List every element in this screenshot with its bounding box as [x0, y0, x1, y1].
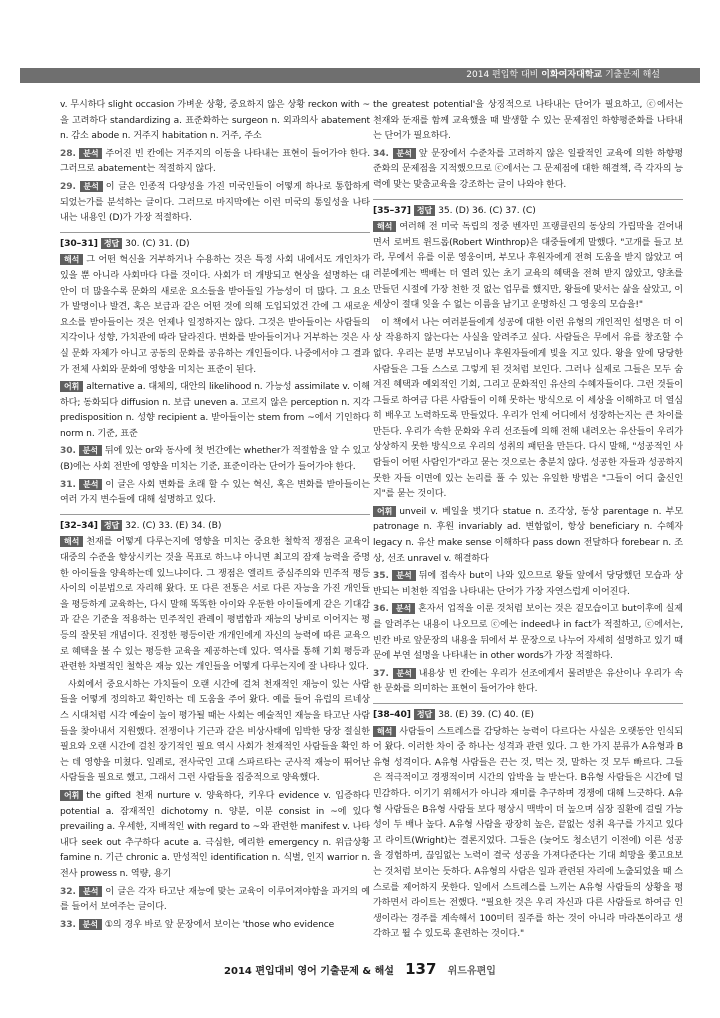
question-number: 32. — [60, 886, 76, 897]
paragraph-text: 뒤에 접속사 but이 나와 있으므로 왕들 앞에서 당당했던 모습과 상반되는 비천한 직업을 나타내는 단어가 가장 자연스럽게 이어진다. — [373, 571, 683, 597]
paragraph-text: 뒤에 있는 or와 동사에 첫 번간에는 whether가 적절함을 알 수 있고 (B)에는 사회 전반에 영향을 미치는 기준, 표준이라는 단어가 들어가야 한다. — [60, 446, 370, 473]
page-number: 137 — [405, 960, 437, 978]
commentary-paragraph — [60, 885, 370, 916]
section-tag: 어휘 — [60, 790, 83, 801]
section-tag: 해석 — [60, 536, 83, 547]
answer-key: 32. (C) 33. (E) 34. (B) — [125, 519, 222, 531]
answer-key: 38. (E) 39. (C) 40. (E) — [438, 708, 534, 720]
section-answer-header — [373, 703, 683, 723]
body-paragraph: the greatest potential'을 상징적으로 나타내는 단어가 필요하고, ⓒ에서는 천재와 둔재를 함께 교육했을 때 발생할 수 있는 문제점인 하향평준화를 나타내는 단어가 필요하다. — [373, 100, 683, 142]
commentary-paragraph — [60, 478, 370, 509]
question-range: [35–37] — [373, 204, 411, 216]
section-tag: 분석 — [79, 919, 102, 930]
section-tag: 해석 — [373, 221, 396, 232]
section-tag: 어휘 — [60, 381, 83, 392]
page-footer — [0, 960, 720, 978]
paragraph-text: 천재를 어떻게 다루는지에 영향을 미치는 중요한 철학적 쟁점은 교육이 대중의 수준을 향상시키는 것을 목표로 하느냐 아니면 최고의 잠재 능력을 증명한 아이들을 양육하는데 있느냐이다. 그 쟁점은 엘리트 중심주의와 민주적 평등 사이의 이분법으로 자리해 왔다. 또 다른 전통은 서로 다른 자능을 가진 개인들을 평등하게 교육하는, 다시 말해 똑똑한 아이와 우둔한 아이들에게 같은 기대감과 같은 기준을 적용하는 민주적인 관례이 평범함과 재능의 낭비로 이어지는 평등의 잘못된 개념이다. 진정한 평등이란 개개인에게 자신의 능력에 따른 교육으로 혜택을 볼 수 있는 평등한 교육을 제공하는데 있다. 역사를 통해 기회 평등과 관련한 차별적인 철학은 재능 있는 개인들을 어떻게 다루는지에 잘 나타나 있다. — [60, 537, 370, 673]
commentary-paragraph — [373, 505, 683, 567]
commentary-paragraph — [60, 253, 370, 378]
left-column — [60, 96, 370, 933]
footer-publisher: 위드유편입 — [447, 966, 496, 977]
section-tag: 분석 — [79, 445, 102, 456]
body-paragraph: 사회에서 중요시하는 가치들이 오랜 시간에 걸쳐 천재적인 재능이 있는 사람들을 어떻게 정의하고 확인하는 데 도움을 주어 왔다. 예를 들어 유럽의 르네상스 시대처럼 시각 예술이 높이 평가될 때는 사회는 예술적인 재능을 타고난 사람들을 찾아내서 지원했다. 전쟁이나 기근과 같은 비상사태에 임박한 당장 절실한 필요와 오랜 시간에 걸친 장기적인 필요 역시 사회가 천재적인 사람들을 확인 하는 데 영향을 미쳤다. 일례로, 전사국인 고대 스파르타는 군사적 재능이 뛰어난 사람들을 필요로 했고, 그래서 그런 사람들을 집중적으로 양육했다. — [60, 679, 370, 784]
header-post: 기출문제 해설 — [602, 70, 660, 80]
paragraph-text: unveil v. 베일을 벗기다 statue n. 조각상, 동상 parentage n. 부모 patronage n. 후원 invariably ad. 변함없이, 항상 beneficiary n. 수혜자 legacy n. 유산 make sense 이해하다 pass down 전달하다 forebear n. 조상, 선조 unravel v. 해결하다 — [373, 506, 683, 564]
paragraph-text: alternative a. 대체의, 대안의 likelihood n. 가능성 assimilate v. 이해하다; 동화되다 diffusion n. 보급 uneven a. 고르지 않은 perception n. 지각 predisposition n. 성향 recipient a. 받아들이는 stem from ~에서 기인하다 norm n. 기준, 표준 — [60, 382, 370, 439]
answer-label: 정답 — [101, 520, 122, 531]
section-tag: 분석 — [79, 479, 102, 490]
commentary-paragraph — [60, 444, 370, 475]
question-number: 34. — [373, 148, 389, 159]
body-paragraph: 이 책에서 나는 여러분들에게 성공에 대한 이런 유형의 개인적인 설명은 더 이상 작용하지 않는다는 사실을 알려주고 싶다. 사람들은 무에서 유를 창조할 수 없다. 우리는 분명 부모님이나 후원자들에게 빚을 지고 있다. 왕을 앞에 당당한 사람들은 그들 스스로 그렇게 된 것처럼 보인다. 그러나 실제로 그들은 모두 숨겨진 혜택과 예외적인 기회, 그리고 문화적인 유산의 수혜자들이다. 그런 것들이 그들로 하여금 다른 사람들이 이해 못하는 방식으로 이 세상을 이해하고 더 열심히 배우고 노력하도록 만들었다. 우리가 언제 어디에서 성장하는지는 큰 차이를 만든다. 우리가 속한 문화와 우리 선조들에 의해 전해 내려오는 유산들이 우리가 상상하지 못한 방식으로 우리의 성취의 패턴을 만든다. 다시 말해, "성공적인 사람들이 어떤 사람인가"라고 묻는 것으로는 충분치 않다. 성공한 자들과 성공하지 못한 자들 이면에 있는 논리를 풀 수 있는 유일한 방법은 "그들이 어디 출신인지"를 묻는 것이다. — [373, 317, 683, 500]
paragraph-text: 여러해 전 미국 독립의 정중 벤자민 프랭클린의 동상의 가립막을 걷어내면서 로버트 윈드롭(Robert Winthrop)은 대중들에게 말했다. "고개를 들고 보라, 무에서 유를 이룬 영웅이며, 부모나 후원자에게 전혀 도움을 받지 않았고 여러분에게는 백배는 더 열려 있는 초기 교육의 혜택을 전혀 받지 않았고, 양초를 만들던 시절에 가장 천한 것 없는 업무를 했지만, 왕들에 맞서는 삶을 살았고, 이 세상이 절대 잊을 수 없는 이름을 남기고 운명하신 그 영웅의 모습을!" — [373, 222, 683, 311]
section-tag: 해석 — [373, 726, 396, 737]
commentary-paragraph — [60, 918, 370, 934]
answer-label: 정답 — [414, 205, 435, 216]
commentary-paragraph — [373, 569, 683, 600]
header-school: 이화여자대학교 — [541, 70, 603, 80]
commentary-paragraph — [373, 667, 683, 698]
answer-label: 정답 — [414, 709, 435, 720]
section-tag: 분석 — [392, 570, 415, 581]
body-paragraph: v. 무시하다 slight occasion 가벼운 상황, 중요하지 않은 상황 reckon with ~을 고려하다 standardizing a. 표준화하는 surgeon n. 외과의사 abatement n. 감소 abode n. 거주지 habitation n. 거주, 주소 — [60, 100, 370, 142]
paragraph-text: 앞 문장에서 수준차를 고려하지 않은 일괄적인 교육에 의한 하향평준화의 문제점을 지적했으므로 ⓒ에서는 그 문제점에 대한 해결책, 즉 각자의 능력에 맞는 맞춤교육을 강조하는 글이 나와야 한다. — [373, 148, 683, 190]
section-answer-header — [373, 199, 683, 219]
paragraph-text: ①의 경우 바로 앞 문장에서 보이는 'those who evidence — [104, 919, 335, 930]
paragraph-text: 사람들이 스트레스를 감당하는 능력이 다르다는 사실은 오랫동안 인식되어 왔다. 이러한 차이 중 하나는 성격과 관련 있다. 그 한 가지 분류가 A유형과 B유형 성격이다. A유형 사람들은 끈는 것, 먹는 것, 말하는 것 모두 빠르다. 그들은 적극적이고 경쟁적이며 시간의 압박을 늘 받는다. B유형 사람들은 시간에 덜 민감하다. 이기기 위해서가 아니라 재미를 추구하며 경쟁에 대해 느긋하다. A유형 사람들은 B유형 사람들 보다 평상시 맥박이 더 높으며 심장 질환에 걸릴 가능성이 두 배나 높다. A유형 사람을 광장히 높은, 끝없는 성취 욕구를 가지고 있다고 라이트(Wright)는 결론지었다. 그들은 (늦어도 청소년기 이전에) 이른 성공을 경험하며, 끊임없는 노력이 결국 성공을 가져다준다는 기대 희망을 쫓고요보는 것처럼 보이는 듯하다. A유형의 사람은 일과 관련된 자리에 노출되었을 때 스스로를 제어하지 못한다. 일에서 스트레스를 느끼는 A유형 사람들의 상황을 평가하면서 라이트는 전했다. "필요한 것은 우리 자신과 다른 사람들로 하여금 인생이라는 경주를 계속해서 100미터 질주를 하는 것이 아니라 마라톤이라고 생각하고 뛸 수 있도록 훈련하는 것이다." — [373, 726, 683, 940]
question-number: 35. — [373, 571, 389, 582]
question-range: [32–34] — [60, 519, 98, 531]
commentary-paragraph — [373, 220, 683, 314]
question-number: 29. — [60, 181, 76, 192]
commentary-paragraph — [373, 602, 683, 664]
paragraph-text: 내용상 빈 칸에는 우리가 선조에게서 물려받은 유산이나 우리가 속한 문화를 의미하는 표현이 들어가야 한다. — [373, 668, 683, 695]
section-answer-header — [60, 514, 370, 534]
section-tag: 해석 — [60, 254, 83, 265]
section-tag: 분석 — [393, 668, 416, 679]
question-number: 33. — [60, 919, 76, 930]
section-tag: 분석 — [392, 603, 415, 614]
paragraph-text: 이 글은 사회 변화를 초래 할 수 있는 혁신, 혹은 변화를 받아들이는 여러 가지 변수들에 대해 설명하고 있다. — [60, 479, 370, 506]
running-header — [20, 68, 700, 83]
paragraph-text: the gifted 천재 nurture v. 양육하다, 키우다 evidence v. 입증하다 potential a. 잠재적인 dichotomy n. 양분, 이분 consist in ~에 있다 prevailing a. 우세한, 지배적인 with regard to ~와 관련한 manifest v. 나타내다 seek out 추구하다 acute a. 극심한, 예리한 emergency n. 위급상황 famine n. 기근 chronic a. 만성적인 identification n. 식별, 인지 warrior n. 전사 prowess n. 역량, 용기 — [60, 790, 370, 879]
answer-label: 정답 — [101, 238, 122, 249]
section-answer-header — [60, 232, 370, 252]
question-number: 37. — [373, 668, 389, 679]
commentary-paragraph — [60, 147, 370, 178]
commentary-paragraph — [60, 380, 370, 442]
commentary-paragraph — [373, 725, 683, 943]
commentary-paragraph — [60, 789, 370, 883]
paragraph-text: 이 글은 인종적 다양성을 가진 미국인들이 어떻게 하나로 통합하게 되었는가를 분석하는 글이다. 그러므로 마지막에는 이런 미국의 통일성을 나타내는 내용인 (D)가 가장 적절하다. — [60, 181, 370, 224]
commentary-paragraph — [60, 180, 370, 227]
footer-book-title: 2014 편입대비 영어 기출문제 & 해설 — [224, 966, 394, 977]
answer-key: 35. (D) 36. (C) 37. (C) — [438, 204, 536, 216]
question-number: 36. — [373, 604, 389, 615]
answer-key: 30. (C) 31. (D) — [125, 237, 190, 249]
paragraph-text: 혼자서 업적을 이룬 것처럼 보이는 것은 겉모습이고 but이후에 실제를 알려주는 내용이 나오므로 ⓒ에는 indeed나 in fact가 적절하고, ⓒ에서는, 빈칸 바로 앞문장의 내용을 뒤에서 부 문장으로 나누어 자세히 설명하고 있기 때문에 부연 설명을 나타내는 in other words가 가장 적절하다. — [373, 604, 683, 662]
question-number: 31. — [60, 479, 76, 490]
question-range: [30–31] — [60, 237, 98, 249]
paragraph-text: 그 어떤 혁신을 거부하거나 수용하는 것은 특정 사회 내에서도 개인차가 있을 뿐 아니라 사회마다 다를 것이다. 사회가 더 개방되고 현상을 설명하는 대안이 더 많을수록 문화의 새로운 요소들을 받아들일 가능성이 더 많다. 그 요소가 발명이나 발견, 혹은 보급과 같은 어떤 것에 의해 도입되었건 간에 그 새로운 요소를 받아들이는 것은 언제나 일정하지는 않다. 그것은 받아들이는 사람들의 지각이나 성향, 가치관에 따라 달라진다. 변화를 받아들이거나 거부하는 것은 사실 문화 자체가 아니고 공동의 문화를 공유하는 개인들이다. 나중에서야 그 결과가 전체 사회와 문화에 영향을 미치는 표준이 된다. — [60, 255, 370, 375]
paragraph-text: 이 글은 각자 타고난 재능에 맞는 교육이 이루어져야함을 과거의 예를 들어서 보여주는 글이다. — [60, 886, 370, 913]
right-column — [373, 96, 683, 943]
section-tag: 분석 — [79, 148, 102, 159]
commentary-paragraph — [60, 535, 370, 675]
header-pre: 2014 편입학 대비 — [466, 70, 542, 80]
paragraph-text: 주어진 빈 칸에는 거주지의 이동을 나타내는 표현이 들어가야 한다. 그러므로 abatement는 적절하지 않다. — [60, 148, 370, 175]
section-tag: 분석 — [80, 181, 103, 192]
section-tag: 분석 — [393, 148, 416, 159]
section-tag: 분석 — [79, 886, 102, 897]
commentary-paragraph — [373, 147, 683, 194]
question-number: 28. — [60, 148, 76, 159]
question-number: 30. — [60, 446, 76, 457]
section-tag: 어휘 — [373, 506, 396, 517]
question-range: [38–40] — [373, 708, 411, 720]
